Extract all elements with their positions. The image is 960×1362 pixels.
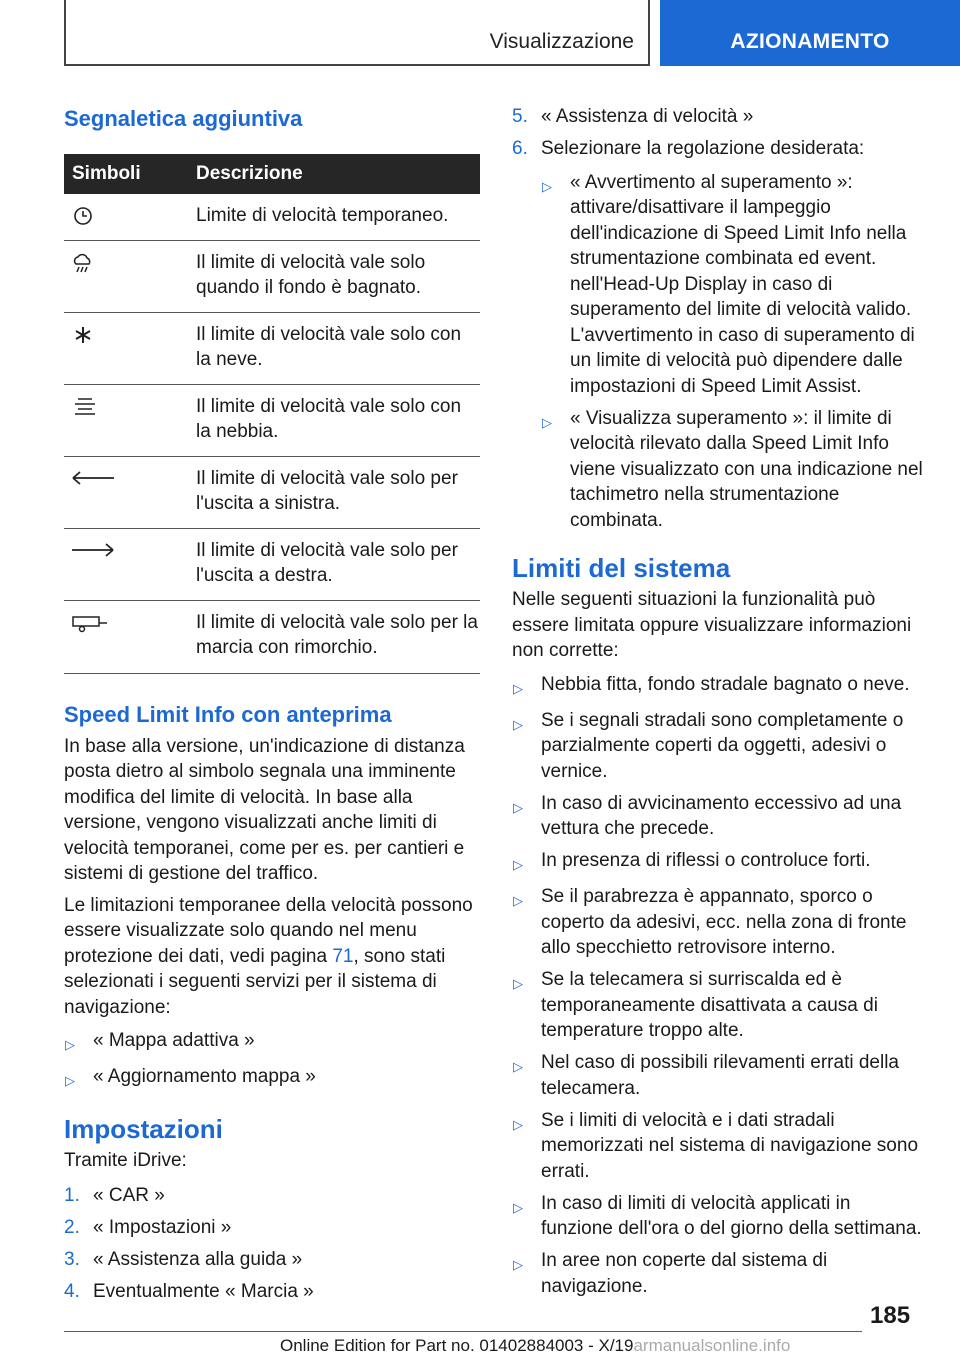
header-section-label: Visualizzazione — [489, 30, 634, 53]
system-limits-intro: Nelle seguenti situazioni la funzionalità può essere limitata oppure visualizzare informazioni non corrette: — [512, 589, 912, 661]
clock-icon — [70, 205, 96, 227]
header-chapter-label: AZIONAMENTO — [730, 30, 890, 53]
fog-icon — [70, 396, 100, 418]
table-header-description: Descrizione — [196, 163, 303, 184]
triangle-bullet-icon: ▷ — [542, 178, 552, 194]
header-section-tab — [64, 0, 650, 66]
list-item: ▷ Se la telecamera si surriscalda ed è temporaneamente disattivata a causa di temperature troppo alte. — [512, 967, 926, 1044]
symbols-table — [64, 154, 480, 674]
section-title-settings: Impostazioni — [64, 1113, 223, 1144]
settings-options-list — [512, 170, 926, 534]
speed-info-paragraph-2: Le limitazioni temporanee della velocità possono essere visualizzate solo quando nel menu protezione dei dati, vedi pagina 71, sono stati selezionati i seguenti servizi per il sistema di navigazione: — [64, 894, 473, 1018]
settings-intro: Tramite iDrive: — [64, 1149, 187, 1171]
trailer-icon — [70, 612, 110, 634]
list-item: ▷ « Aggiornamento mappa » — [64, 1064, 480, 1094]
table-row-text: Il limite di velocità vale solo per l'uscita a sinistra. — [196, 467, 458, 514]
list-item: ▷ « Visualizza superamento »: il limite di velocità rilevato dalla Speed Limit Info viene visualizzato con una indicazione nel tachimetro nella strumentazione combinata. — [541, 406, 926, 534]
table-row-text: Il limite di velocità vale solo con la nebbia. — [196, 395, 462, 442]
section-title-additional-signs: Segnaletica aggiuntiva — [64, 106, 303, 131]
table-row — [64, 241, 480, 313]
list-item: 3. « Assistenza alla guida » — [64, 1249, 303, 1270]
list-item: ▷ Se il parabrezza è appannato, sporco o coperto da adesivi, ecc. nella zona di fronte allo specchietto retrovisore interno. — [512, 884, 926, 961]
list-item: ▷ In caso di limiti di velocità applicati in funzione dell'ora o del giorno della settimana. — [512, 1191, 926, 1242]
footer-watermark: armanualsonline.info — [633, 1336, 791, 1355]
table-row — [64, 385, 480, 457]
footer-edition: Online Edition for Part no. 01402884003 - X/19armanualsonline.info — [280, 1336, 791, 1355]
triangle-bullet-icon: ▷ — [513, 716, 523, 732]
triangle-bullet-icon: ▷ — [513, 799, 523, 815]
table-row — [64, 457, 480, 529]
list-item: ▷ In presenza di riflessi o controluce forti. — [512, 848, 926, 878]
list-item: 1. « CAR » — [64, 1185, 165, 1206]
left-column — [64, 100, 480, 1311]
section-title-speed-limit-info: Speed Limit Info con anteprima — [64, 701, 392, 727]
list-item: ▷ Se i limiti di velocità e i dati stradali memorizzati nel sistema di navigazione sono errati. — [512, 1108, 926, 1185]
table-row — [64, 529, 480, 601]
table-row-text: Il limite di velocità vale solo quando il fondo è bagnato. — [196, 251, 426, 298]
table-row — [64, 194, 480, 241]
settings-steps-continued — [512, 104, 926, 162]
table-header-symbols: Simboli — [72, 163, 141, 184]
triangle-bullet-icon: ▷ — [513, 680, 523, 696]
arrow-right-icon — [70, 540, 116, 560]
system-limits-list — [512, 672, 926, 1300]
triangle-bullet-icon: ▷ — [513, 976, 523, 991]
page-reference-link[interactable]: 71 — [332, 945, 354, 967]
list-item: ▷ Nel caso di possibili rilevamenti errati della telecamera. — [512, 1050, 926, 1101]
right-column — [512, 104, 926, 1306]
table-row-text: Il limite di velocità vale solo per la marcia con rimorchio. — [196, 611, 478, 658]
header-chapter-tab — [660, 0, 960, 66]
list-item: ▷ In caso di avvicinamento eccessivo ad una vettura che precede. — [512, 791, 926, 842]
triangle-bullet-icon: ▷ — [542, 414, 552, 430]
list-item: ▷ « Mappa adattiva » — [64, 1028, 480, 1058]
list-item: ▷ Nebbia fitta, fondo stradale bagnato o neve. — [512, 672, 926, 702]
snowflake-icon — [70, 324, 96, 346]
page-number: 185 — [870, 1302, 911, 1329]
triangle-bullet-icon: ▷ — [513, 1199, 523, 1215]
table-row — [64, 313, 480, 385]
settings-steps — [64, 1183, 480, 1305]
triangle-bullet-icon: ▷ — [513, 893, 523, 908]
list-item: ▷ In aree non coperte dal sistema di navigazione. — [512, 1248, 926, 1299]
speed-info-paragraph-1: In base alla versione, un'indicazione di distanza posta dietro al simbolo segnala una imminente modifica del limite di velocità. In base alla versione, vengono visualizzati anche limiti di velocità temporanei, come per es. per cantieri e sistemi di gestione del traffico. — [64, 735, 465, 884]
table-row-text: Limite di velocità temporaneo. — [196, 205, 449, 226]
table-row — [64, 601, 480, 674]
rain-cloud-icon — [70, 252, 96, 276]
triangle-bullet-icon: ▷ — [513, 1257, 523, 1272]
list-item: 5. « Assistenza di velocità » — [512, 106, 754, 127]
table-header — [64, 154, 480, 194]
list-item: 2. « Impostazioni » — [64, 1217, 232, 1238]
triangle-bullet-icon: ▷ — [513, 857, 523, 872]
list-item: ▷ Se i segnali stradali sono completamente o parzialmente coperti da oggetti, adesivi o vernice. — [512, 708, 926, 785]
speed-info-bullet-list — [64, 1028, 480, 1094]
list-item: 6. Selezionare la regolazione desiderata: — [512, 138, 865, 159]
triangle-bullet-icon: ▷ — [65, 1073, 75, 1088]
triangle-bullet-icon: ▷ — [513, 1116, 523, 1132]
section-title-system-limits: Limiti del sistema — [512, 553, 731, 583]
table-row-text: Il limite di velocità vale solo con la neve. — [196, 323, 462, 370]
list-item: ▷ « Avvertimento al superamento »: attivare/disattivare il lampeggio dell'indicazione di Speed Limit Info nella strumentazione combinata ed event. nell'Head-Up Display in caso di superamento del limite di velocità valido. L'avvertimento in caso di superamento di un limite di velocità può dipendere dalle impostazioni di Speed Limit Assist. — [541, 170, 926, 400]
arrow-left-icon — [70, 468, 116, 488]
triangle-bullet-icon: ▷ — [513, 1059, 523, 1074]
list-item: 4. Eventualmente « Marcia » — [64, 1281, 314, 1302]
table-row-text: Il limite di velocità vale solo per l'uscita a destra. — [196, 539, 458, 586]
triangle-bullet-icon: ▷ — [65, 1037, 75, 1052]
footer-divider — [64, 1331, 862, 1332]
